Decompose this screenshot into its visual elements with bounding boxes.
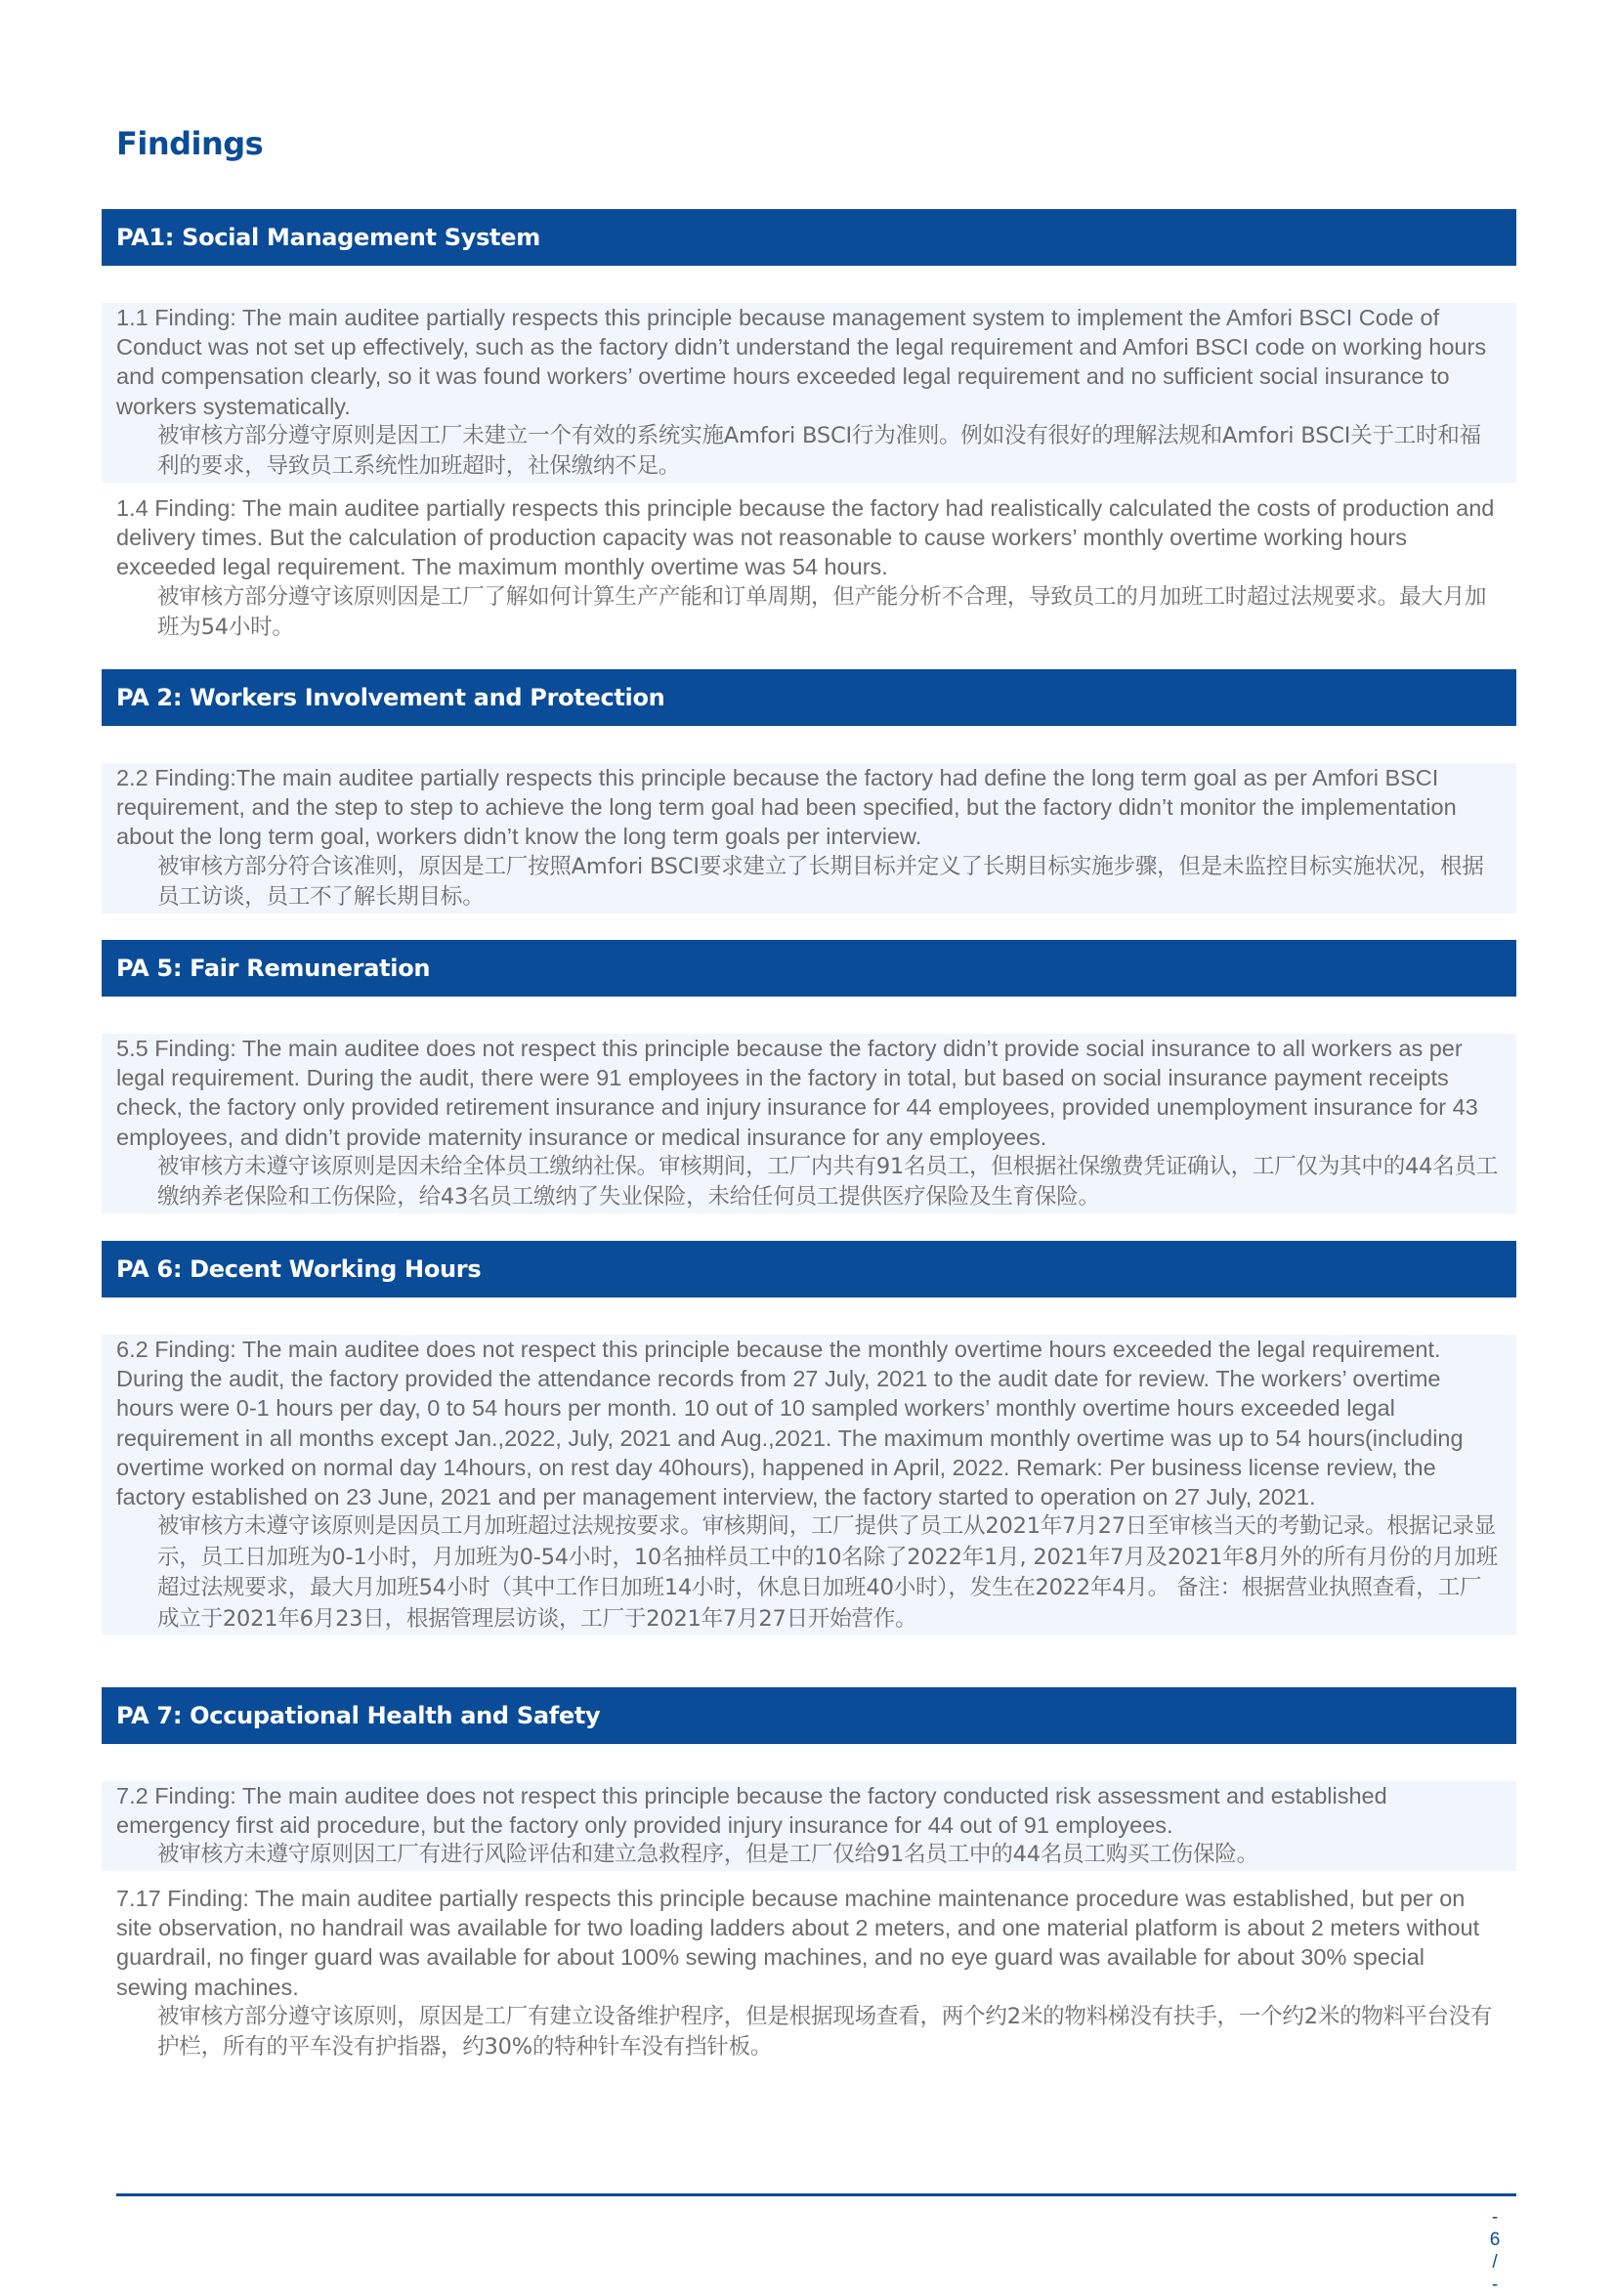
finding-english-text: 7.17 Finding: The main auditee partially respects this principle because machine maintenance procedure was established, but per on site observation, no handrail was available for two loading ladders about 2 meters, and one material platform is about 2 meters without guardrail, no finger guard was available for about 100% sewing machines, and no eye guard was available for about 30% special sewing machines. — [116, 1886, 1480, 2000]
finding-english-text: 7.2 Finding: The main auditee does not respect this principle because the factory conducted risk assessment and established emergency first aid procedure, but the factory only provided injury insurance for 44 out of 91 employees. — [116, 1783, 1387, 1839]
section-header: PA 6: Decent Working Hours — [102, 1241, 1516, 1297]
finding-chinese-text: 被审核方部分符合该准则，原因是工厂按照Amfori BSCI要求建立了长期目标并定义了长期目标实施步骤，但是未监控目标实施状况，根据员工访谈，员工不了解长期目标。 — [157, 853, 1484, 911]
finding-english-text: 1.4 Finding: The main auditee partially respects this principle because the factory had realistically calculated the costs of production and delivery times. But the calculation of production capacity was not reasonable to cause workers’ monthly overtime working hours exceeded legal requirement. The maximum monthly overtime was 54 hours. — [116, 495, 1495, 580]
page-number: - 6 / - — [1489, 2207, 1501, 2295]
finding-7-2 — [102, 1781, 1516, 1871]
section-pa6 — [102, 1241, 1516, 1297]
finding-1-1 — [102, 303, 1516, 483]
section-header: PA 2: Workers Involvement and Protection — [102, 669, 1516, 726]
finding-chinese-text: 被审核方未遵守原则因工厂有进行风险评估和建立急救程序，但是工厂仅给91名员工中的44名员工购买工伤保险。 — [157, 1842, 1258, 1868]
section-pa1 — [102, 209, 1516, 266]
finding-chinese-text: 被审核方未遵守该原则是因未给全体员工缴纳社保。审核期间，工厂内共有91名员工，但根据社保缴费凭证确认，工厂仅为其中的44名员工缴纳养老保险和工伤保险，给43名员工缴纳了失业保险，未给任何员工提供医疗保险及生育保险。 — [157, 1153, 1499, 1211]
finding-5-5 — [102, 1034, 1516, 1213]
finding-7-17 — [102, 1884, 1516, 2063]
finding-2-2 — [102, 763, 1516, 914]
section-pa5 — [102, 940, 1516, 997]
page-title: Findings — [116, 125, 264, 162]
section-pa7 — [102, 1687, 1516, 1744]
finding-chinese-text: 被审核方部分遵守该原则，原因是工厂有建立设备维护程序，但是根据现场查看，两个约2米的物料梯没有扶手，一个约2米的物料平台没有护栏，所有的平车没有护指器，约30%的特种针车没有挡针板。 — [157, 2003, 1493, 2061]
section-pa2 — [102, 669, 1516, 726]
finding-1-4 — [102, 493, 1516, 644]
finding-english-text: 1.1 Finding: The main auditee partially respects this principle because management system to implement the Amfori BSCI Code of Conduct was not set up effectively, such as the factory didn’t understand the legal requirement and Amfori BSCI code on working hours and compensation clearly, so it was found workers’ overtime hours exceeded legal requirement and no sufficient social insurance to workers systematically. — [116, 305, 1487, 419]
finding-english-text: 2.2 Finding:The main auditee partially respects this principle because the factory had define the long term goal as per Amfori BSCI requirement, and the step to step to achieve the long term goal had been specified, but the factory didn’t monitor the implementation about the long term goal, workers didn’t know the long term goals per interview. — [116, 765, 1457, 850]
section-header: PA1: Social Management System — [102, 209, 1516, 266]
section-header: PA 7: Occupational Health and Safety — [102, 1687, 1516, 1744]
finding-english-text: 5.5 Finding: The main auditee does not respect this principle because the factory didn’t provide social insurance to all workers as per legal requirement. During the audit, there were 91 employees in the factory in total, but based on social insurance payment receipts check, the factory only provided retirement insurance and injury insurance for 44 employees, provided unemployment insurance for 43 employees, and didn’t provide maternity insurance or medical insurance for any employees. — [116, 1036, 1478, 1150]
finding-english-text: 6.2 Finding: The main auditee does not respect this principle because the monthly overtime hours exceeded the legal requirement. During the audit, the factory provided the attendance records from 27 July, 2021 to the audit date for review. The workers’ overtime hours were 0-1 hours per day, 0 to 54 hours per month. 10 out of 10 sampled workers’ monthly overtime hours exceeded legal requirement in all months except Jan.,2022, July, 2021 and Aug.,2021. The maximum monthly overtime was up to 54 hours(including overtime worked on normal day 14hours, on rest day 40hours), happened in April, 2022. Remark: Per business license review, the factory established on 23 June, 2021 and per management interview, the factory started to operation on 27 July, 2021. — [116, 1337, 1464, 1510]
finding-6-2 — [102, 1335, 1516, 1635]
finding-chinese-text: 被审核方部分遵守该原则因是工厂了解如何计算生产产能和订单周期，但产能分析不合理，导致员工的月加班工时超过法规要求。最大月加班为54小时。 — [157, 583, 1487, 641]
footer-divider — [116, 2193, 1516, 2196]
finding-chinese-text: 被审核方未遵守该原则是因员工月加班超过法规按要求。审核期间，工厂提供了员工从2021年7月27日至审核当天的考勤记录。根据记录显示，员工日加班为0-1小时，月加班为0-54小时，10名抽样员工中的10名除了2022年1月, 2021年7月及2021年8月外的所有月份的月加班超过法规要求，最大月加班54小时（其中工作日加班14小时，休息日加班40小时），发生在2022年4月。 备注：根据营业执照查看，工厂成立于2021年6月23日，根据管理层访谈，工厂于2021年7月27日开始营作。 — [157, 1513, 1499, 1632]
section-header: PA 5: Fair Remuneration — [102, 940, 1516, 997]
finding-chinese-text: 被审核方部分遵守原则是因工厂未建立一个有效的系统实施Amfori BSCI行为准则。例如没有很好的理解法规和Amfori BSCI关于工时和福利的要求，导致员工系统性加班超时，社保缴纳不足。 — [157, 422, 1481, 480]
